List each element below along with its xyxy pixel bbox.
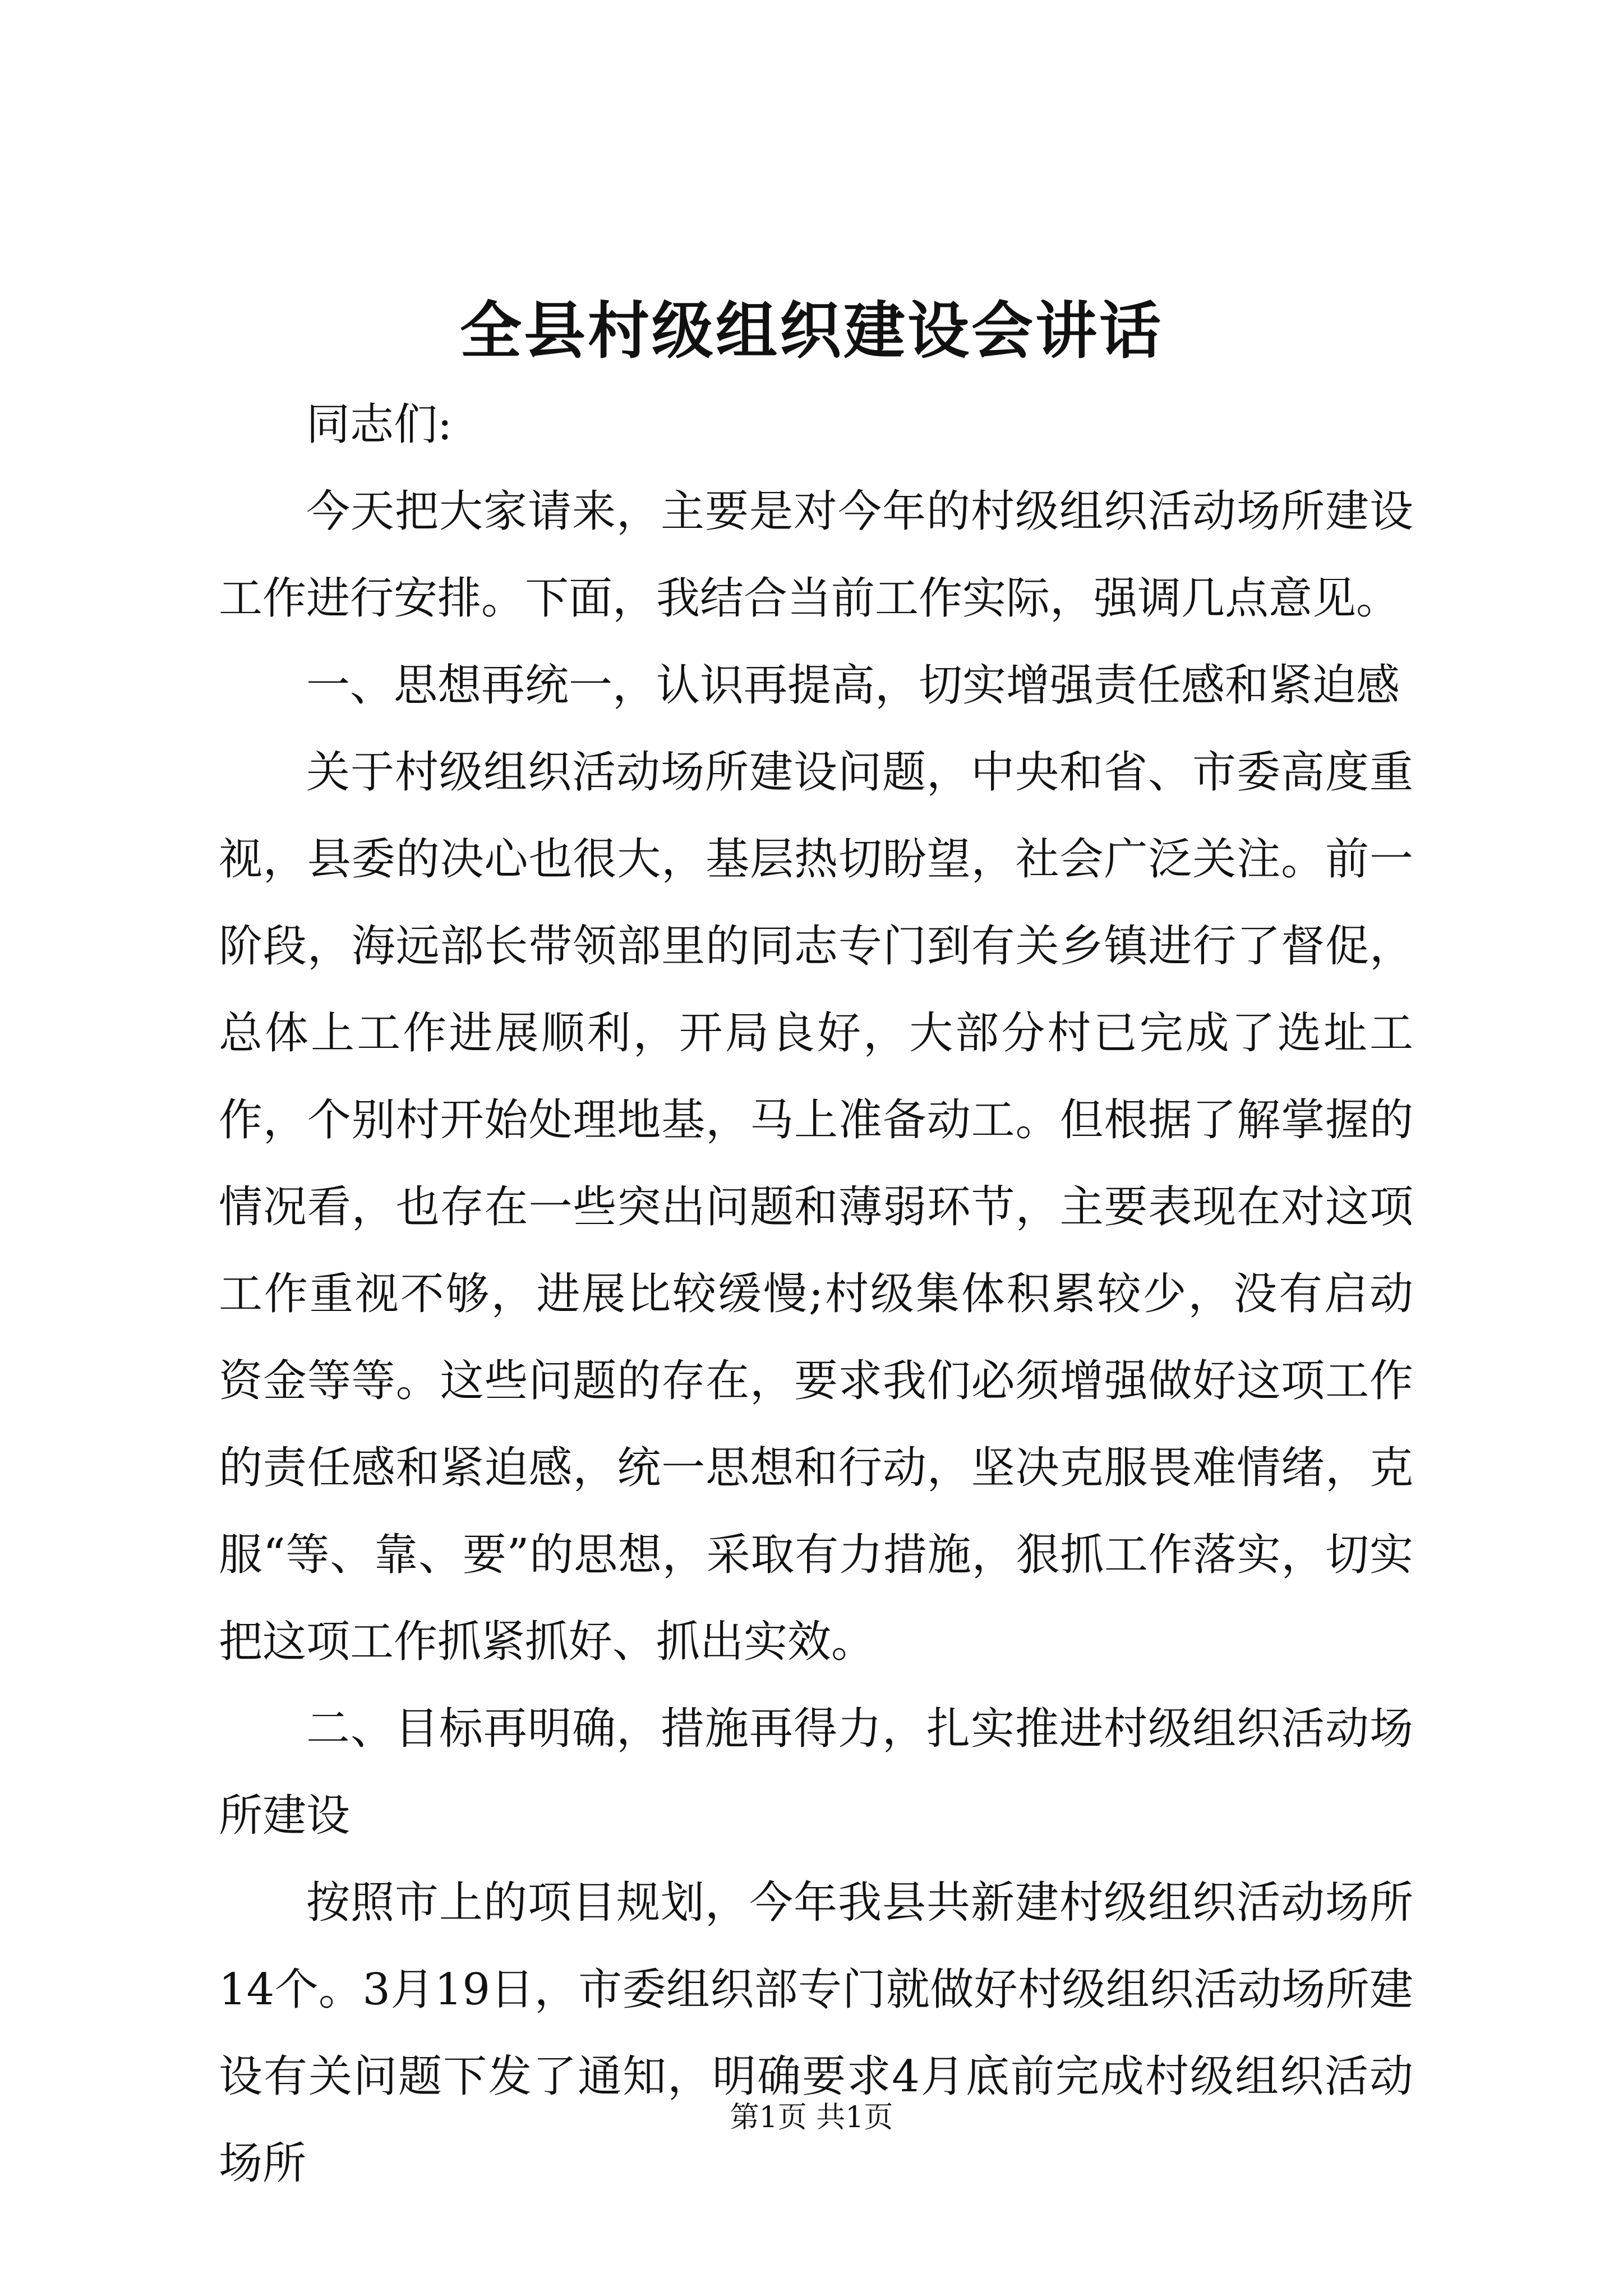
paragraph-section-1: 关于村级组织活动场所建设问题，中央和省、市委高度重视，县委的决心也很大，基层热切盼望，社会广泛关注。前一阶段，海远部长带领部里的同志专门到有关乡镇进行了督促，总体上工作进展顺利，开局良好，大部分村已完成了选址工作，个别村开始处理地基，马上准备动工。但根据了解掌握的情况看，也存在一些突出问题和薄弱环节，主要表现在对这项工作重视不够，进展比较缓慢;村级集体积累较少，没有启动资金等等。这些问题的存在，要求我们必须增强做好这项工作的责任感和紧迫感，统一思想和行动，坚决克服畏难情绪，克服“等、靠、要”的思想，采取有力措施，狠抓工作落实，切实把这项工作抓紧抓好、抓出实效。	[219, 747, 1413, 1667]
paragraph-intro: 今天把大家请来，主要是对今年的村级组织活动场所建设工作进行安排。下面，我结合当前工作实际，强调几点意见。	[219, 486, 1413, 624]
paragraph-salutation: 同志们:	[306, 399, 453, 450]
section-heading-1: 一、思想再统一，认识再提高，切实增强责任感和紧迫感	[306, 660, 1400, 711]
paragraph-section-2: 按照市上的项目规划，今年我县共新建村级组织活动场所14个。3月19日，市委组织部专门就做好村级组织活动场所建设有关问题下发了通知，明确要求4月底前完成村级组织活动场所	[219, 1878, 1413, 2189]
section-heading-2: 二、目标再明确，措施再得力，扎实推进村级组织活动场所建设	[219, 1704, 1413, 1841]
document-body	[219, 381, 1413, 2207]
page-footer: 第1页 共1页	[730, 2101, 893, 2134]
document-title: 全县村级组织建设会讲话	[460, 295, 1163, 367]
